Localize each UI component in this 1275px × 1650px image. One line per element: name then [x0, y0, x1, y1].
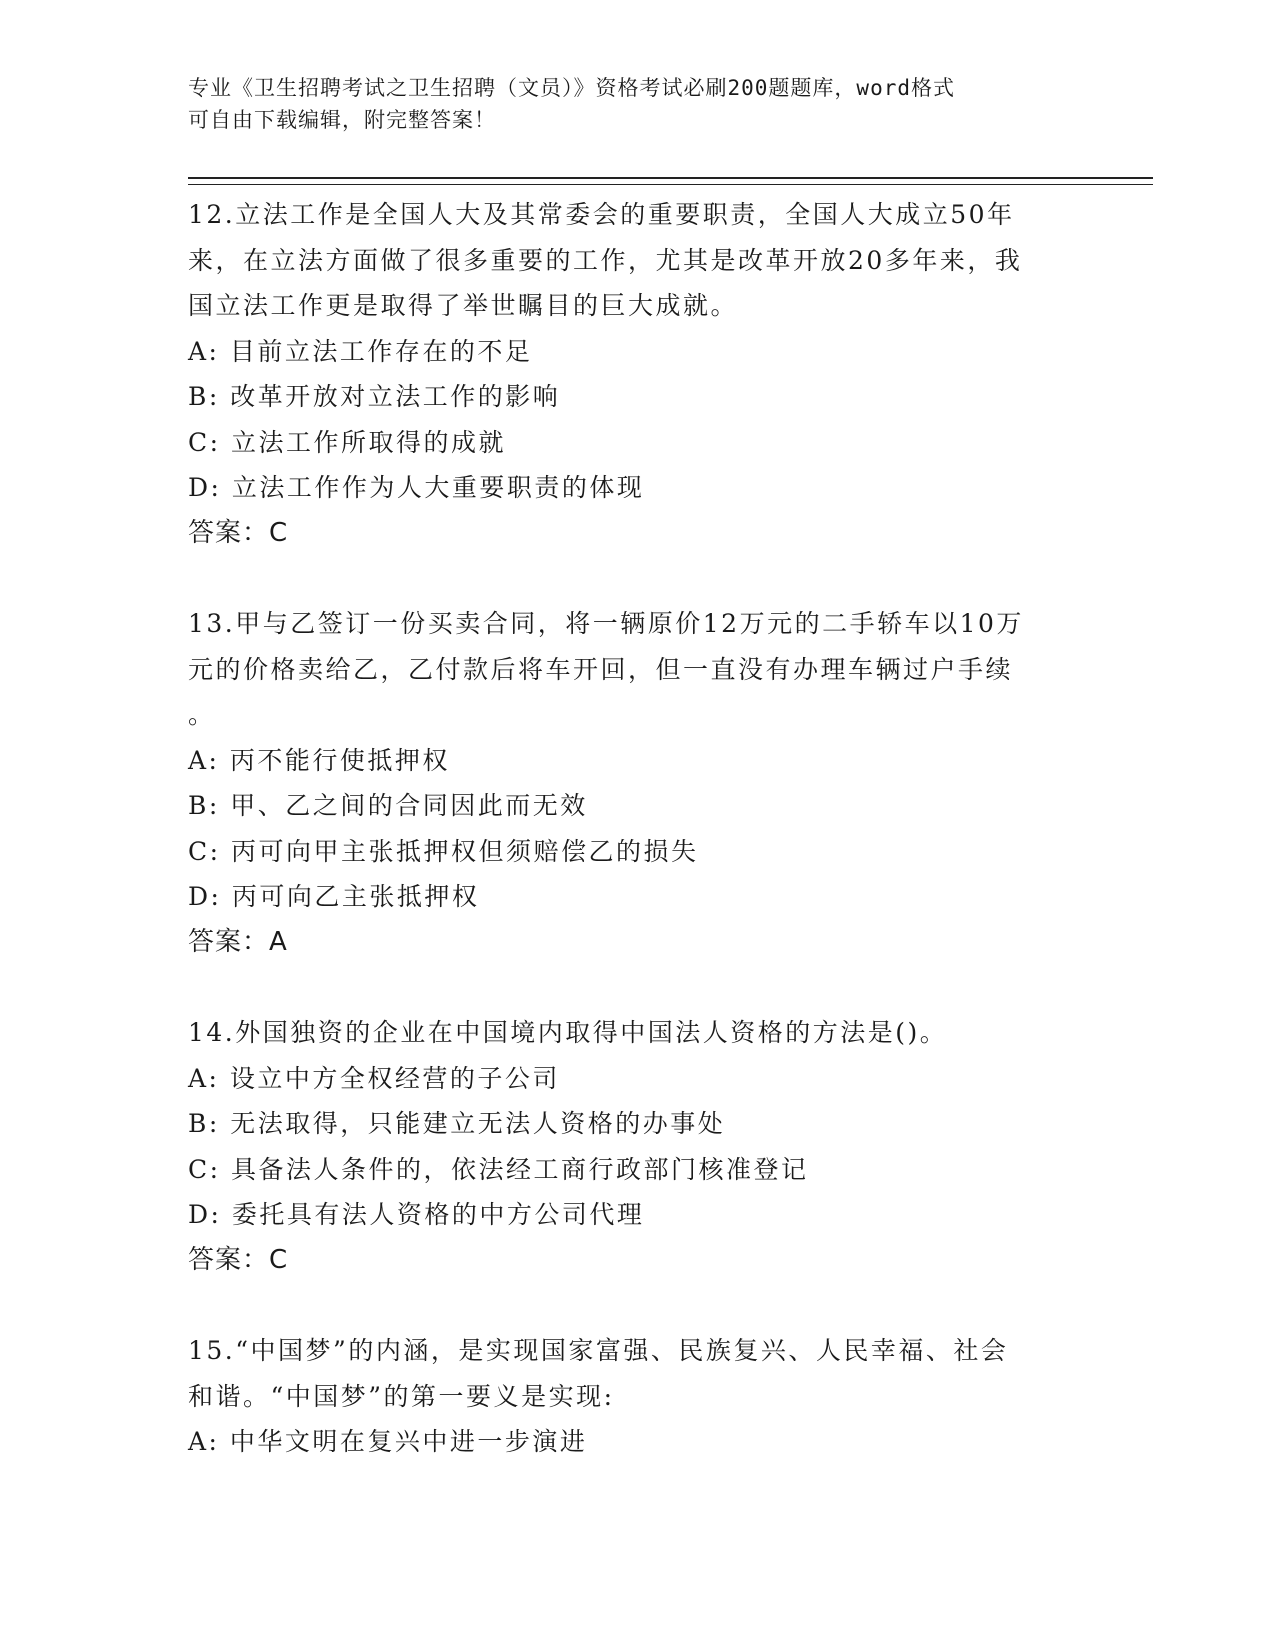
- option-a: A: 设立中方全权经营的子公司: [188, 1063, 560, 1093]
- answer-label: 答案：C: [188, 517, 289, 548]
- question-15: [188, 1328, 1088, 1465]
- option-b: B: 甲、乙之间的合同因此而无效: [188, 791, 588, 820]
- header-title-line-1: 专业《卫生招聘考试之卫生招聘（文员）》资格考试必刷200题题库，word格式: [188, 76, 955, 100]
- question-stem-line: 。: [188, 700, 216, 729]
- question-stem-line: 国立法工作更是取得了举世瞩目的巨大成就。: [188, 291, 739, 320]
- question-list: [188, 192, 1088, 1510]
- question-stem-line: 13.甲与乙签订一份买卖合同，将一辆原价12万元的二手轿车以10万: [188, 609, 1024, 638]
- question-12: [188, 192, 1088, 556]
- header-divider-thick: [188, 177, 1153, 179]
- question-stem-line: 12.立法工作是全国人大及其常委会的重要职责，全国人大成立50年: [188, 200, 1015, 229]
- option-a: A: 目前立法工作存在的不足: [188, 336, 533, 366]
- question-stem-line: 来，在立法方面做了很多重要的工作，尤其是改革开放20多年来，我: [188, 245, 1023, 275]
- answer-label: 答案：C: [188, 1244, 289, 1275]
- question-stem-line: 15.“中国梦”的内涵，是实现国家富强、民族复兴、人民幸福、社会: [188, 1336, 1009, 1365]
- option-b: B: 无法取得，只能建立无法人资格的办事处: [188, 1109, 726, 1138]
- question-stem-line: 元的价格卖给乙，乙付款后将车开回，但一直没有办理车辆过户手续: [188, 654, 1014, 684]
- question-stem-line: 和谐。“中国梦”的第一要义是实现:: [188, 1381, 615, 1411]
- option-c: C: 具备法人条件的，依法经工商行政部门核准登记: [188, 1154, 809, 1184]
- option-d: D: 立法工作作为人大重要职责的体现: [188, 473, 645, 502]
- option-b: B: 改革开放对立法工作的影响: [188, 382, 561, 411]
- header-title-line-2: 可自由下载编辑，附完整答案！: [188, 108, 496, 132]
- option-a: A: 中华文明在复兴中进一步演进: [188, 1427, 588, 1456]
- option-d: D: 委托具有法人资格的中方公司代理: [188, 1200, 645, 1229]
- header-divider-thin: [188, 184, 1153, 185]
- option-a: A: 丙不能行使抵押权: [188, 745, 450, 775]
- option-c: C: 丙可向甲主张抵押权但须赔偿乙的损失: [188, 836, 699, 866]
- question-stem-line: 14.外国独资的企业在中国境内取得中国法人资格的方法是()。: [188, 1018, 948, 1047]
- question-13: [188, 601, 1088, 965]
- document-header: [188, 72, 1068, 136]
- question-14: [188, 1010, 1088, 1283]
- answer-label: 答案：A: [188, 926, 288, 957]
- option-c: C: 立法工作所取得的成就: [188, 427, 506, 457]
- option-d: D: 丙可向乙主张抵押权: [188, 882, 480, 911]
